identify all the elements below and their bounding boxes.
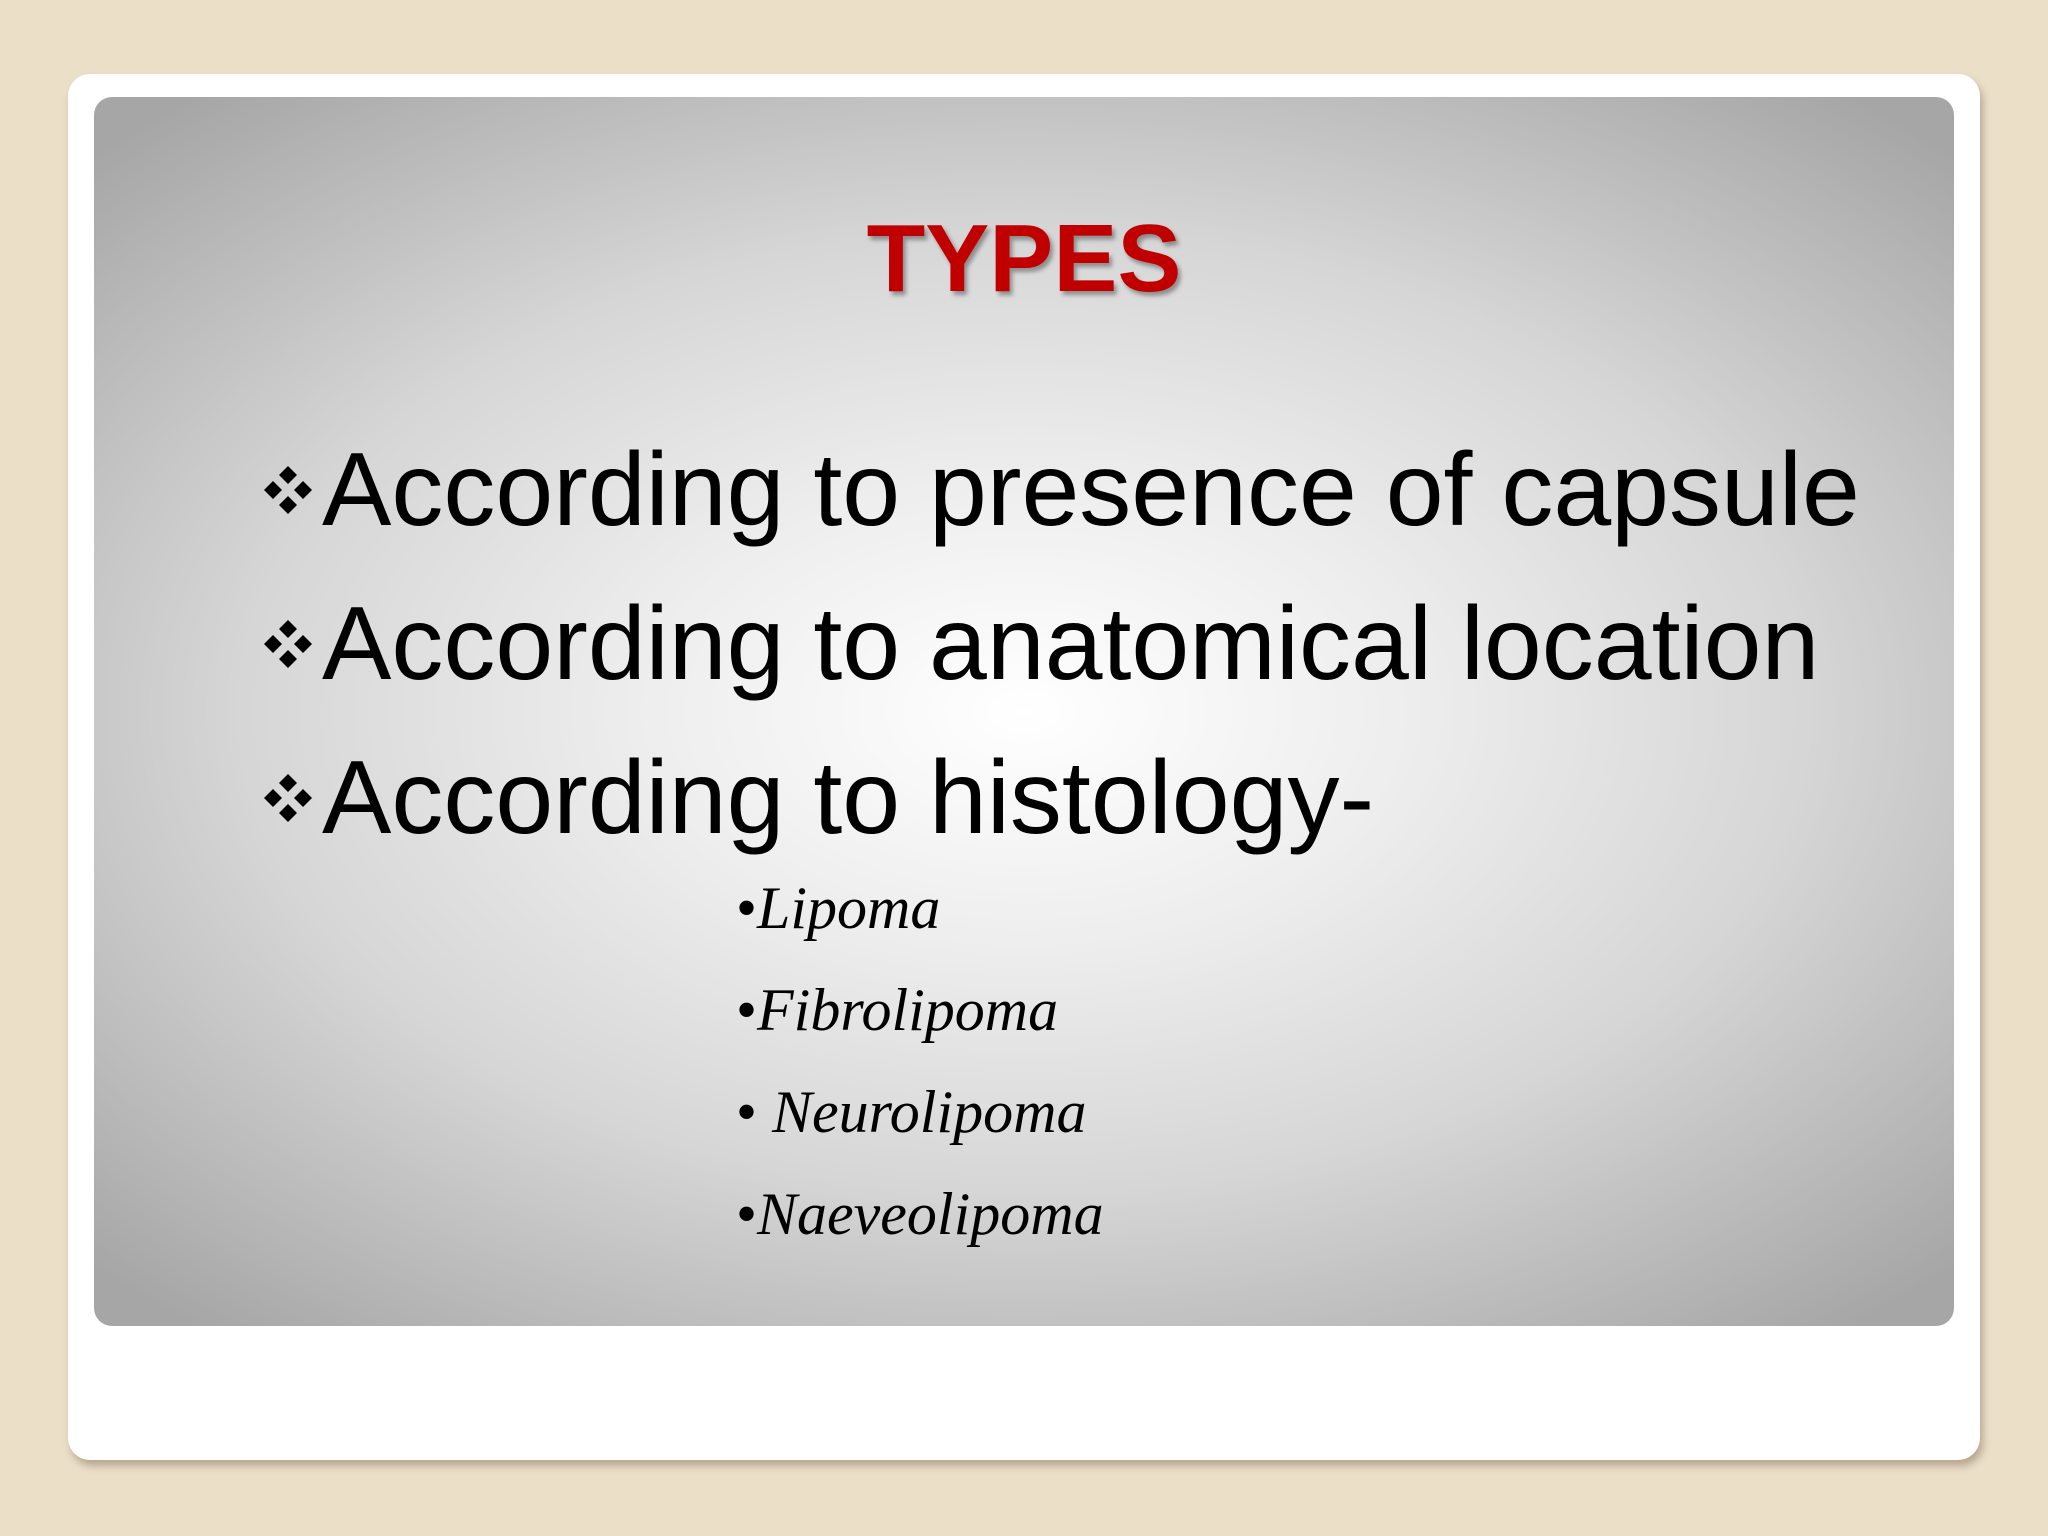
sub-item-neurolipoma — [736, 1061, 1104, 1163]
bullet-item-anatomical-location — [254, 567, 1860, 721]
sub-item-naeveolipoma — [736, 1163, 1104, 1265]
sub-item-text: Fibrolipoma — [757, 976, 1059, 1043]
sub-item-text: Neurolipoma — [772, 1078, 1087, 1145]
bullet-item-capsule — [254, 413, 1860, 567]
sub-bullet-marker: • — [736, 1078, 773, 1145]
sub-bullet-marker: • — [736, 874, 758, 941]
sub-item-text: Lipoma — [757, 874, 941, 941]
four-diamond-bullet-icon — [254, 456, 322, 524]
bullet-item-histology — [254, 721, 1860, 875]
bullet-text: According to presence of capsule — [322, 432, 1860, 548]
sub-item-text: Naeveolipoma — [757, 1180, 1104, 1247]
sub-bullet-marker: • — [736, 1180, 758, 1247]
bullet-text: According to anatomical location — [322, 586, 1820, 702]
bullet-text: According to histology- — [322, 740, 1375, 856]
sub-item-fibrolipoma — [736, 959, 1104, 1061]
sub-item-lipoma — [736, 857, 1104, 959]
sub-bullet-marker: • — [736, 976, 758, 1043]
slide-title: TYPES — [866, 205, 1182, 312]
histology-sub-list — [736, 857, 1104, 1265]
main-bullet-list — [254, 413, 1860, 875]
four-diamond-bullet-icon — [254, 610, 322, 678]
slide-content-panel — [94, 97, 1954, 1326]
four-diamond-bullet-icon — [254, 764, 322, 832]
